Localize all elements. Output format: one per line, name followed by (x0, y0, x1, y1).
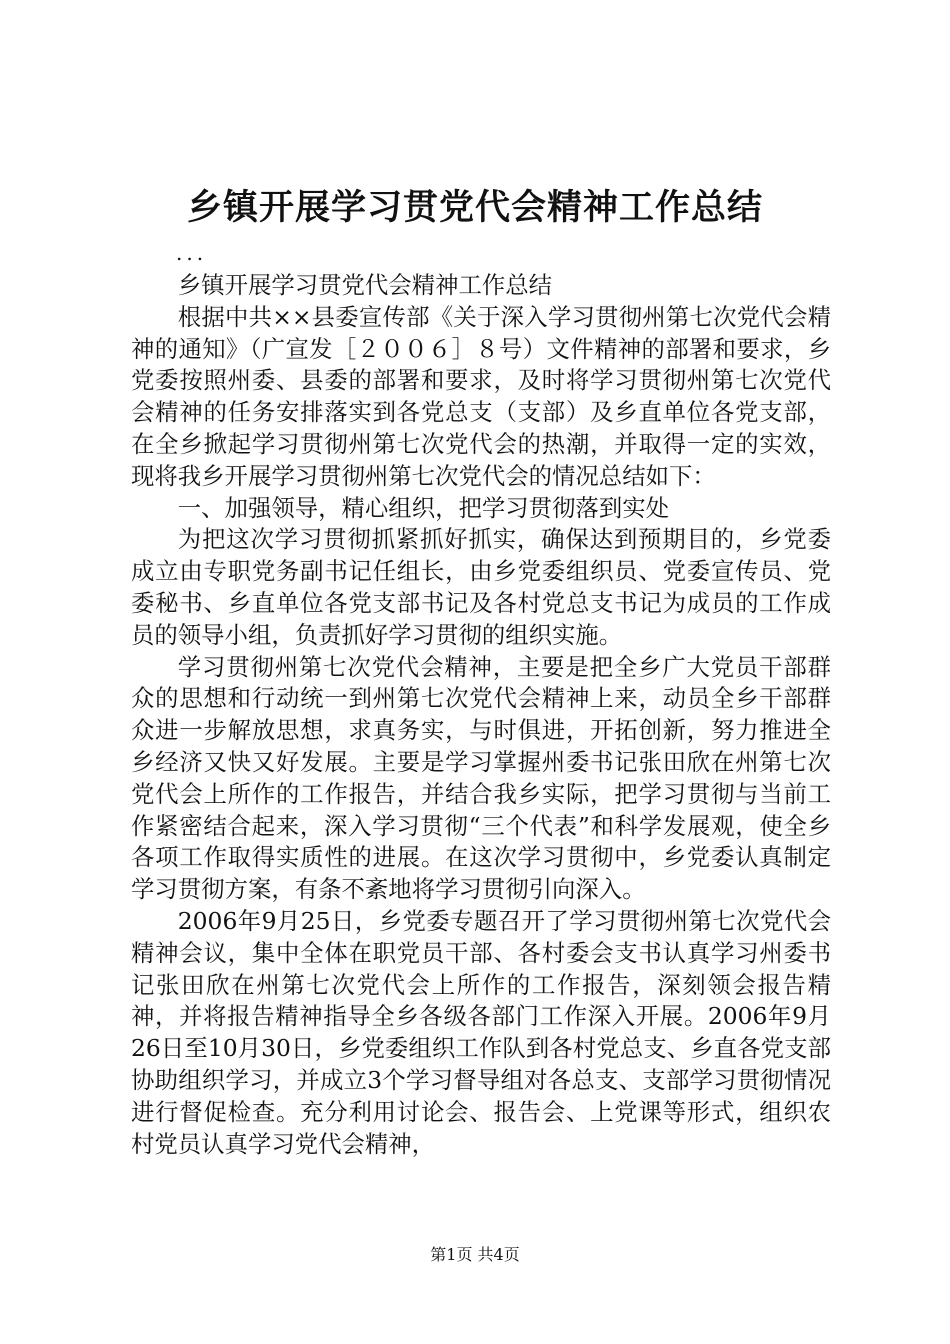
body-paragraph-subtitle: 乡镇开展学习贯党代会精神工作总结 (177, 271, 553, 299)
document-body (131, 270, 831, 1160)
body-section-heading: 一、加强领导，精心组织，把学习贯彻落到实处 (177, 493, 669, 522)
body-paragraph: 为把这次学习贯彻抓紧抓好抓实，确保达到预期目的，乡党委成立由专职党务副书记任组长，由乡党委组织员、党委宣传员、党委秘书、乡直单位各党支部书记及各村党总支书记为成员的工作成员的领导小组，负责抓好学习贯彻的组织实施。 (131, 525, 831, 649)
body-paragraph: 学习贯彻州第七次党代会精神，主要是把全乡广大党员干部群众的思想和行动统一到州第七次党代会精神上来，动员全乡干部群众进一步解放思想，求真务实，与时俱进，开拓创新，努力推进全乡经济又快又好发展。主要是学习掌握州委书记张田欣在州第七次党代会上所作的工作报告，并结合我乡实际，把学习贯彻与当前工作紧密结合起来，深入学习贯彻“三个代表”和科学发展观，使全乡各项工作取得实质性的进展。在这次学习贯彻中，乡党委认真制定学习贯彻方案，有条不紊地将学习贯彻引向深入。 (131, 652, 831, 904)
body-paragraph-intro: 根据中共××县委宣传部《关于深入学习贯彻州第七次党代会精神的通知》（广宣发［２００６］８号）文件精神的部署和要求，乡党委按照州委、县委的部署和要求，及时将学习贯彻州第七次党代会精神的任务安排落实到各党总支（支部）及乡直单位各党支部，在全乡掀起学习贯彻州第七次党代会的热潮，并取得一定的实效，现将我乡开展学习贯彻州第七次党代会的情况总结如下： (131, 302, 831, 490)
page-number-footer: 第1页 共4页 (430, 1245, 520, 1264)
body-paragraph: 2006年9月25日，乡党委专题召开了学习贯彻州第七次党代会精神会议，集中全体在职党员干部、各村委会支书认真学习州委书记张田欣在州第七次党代会上所作的工作报告，深刻领会报告精神，并将报告精神指导全乡各级各部门工作深入开展。2006年9月26日至10月30日，乡党委组织工作队到各村党总支、乡直各党支部协助组织学习，并成立3个学习督导组对各总支、支部学习贯彻情况进行督促检查。充分利用讨论会、报告会、上党课等形式，组织农村党员认真学习党代会精神， (131, 906, 831, 1158)
ellipsis-marker: ... (176, 241, 208, 265)
document-title: 乡镇开展学习贯党代会精神工作总结 (186, 188, 763, 228)
